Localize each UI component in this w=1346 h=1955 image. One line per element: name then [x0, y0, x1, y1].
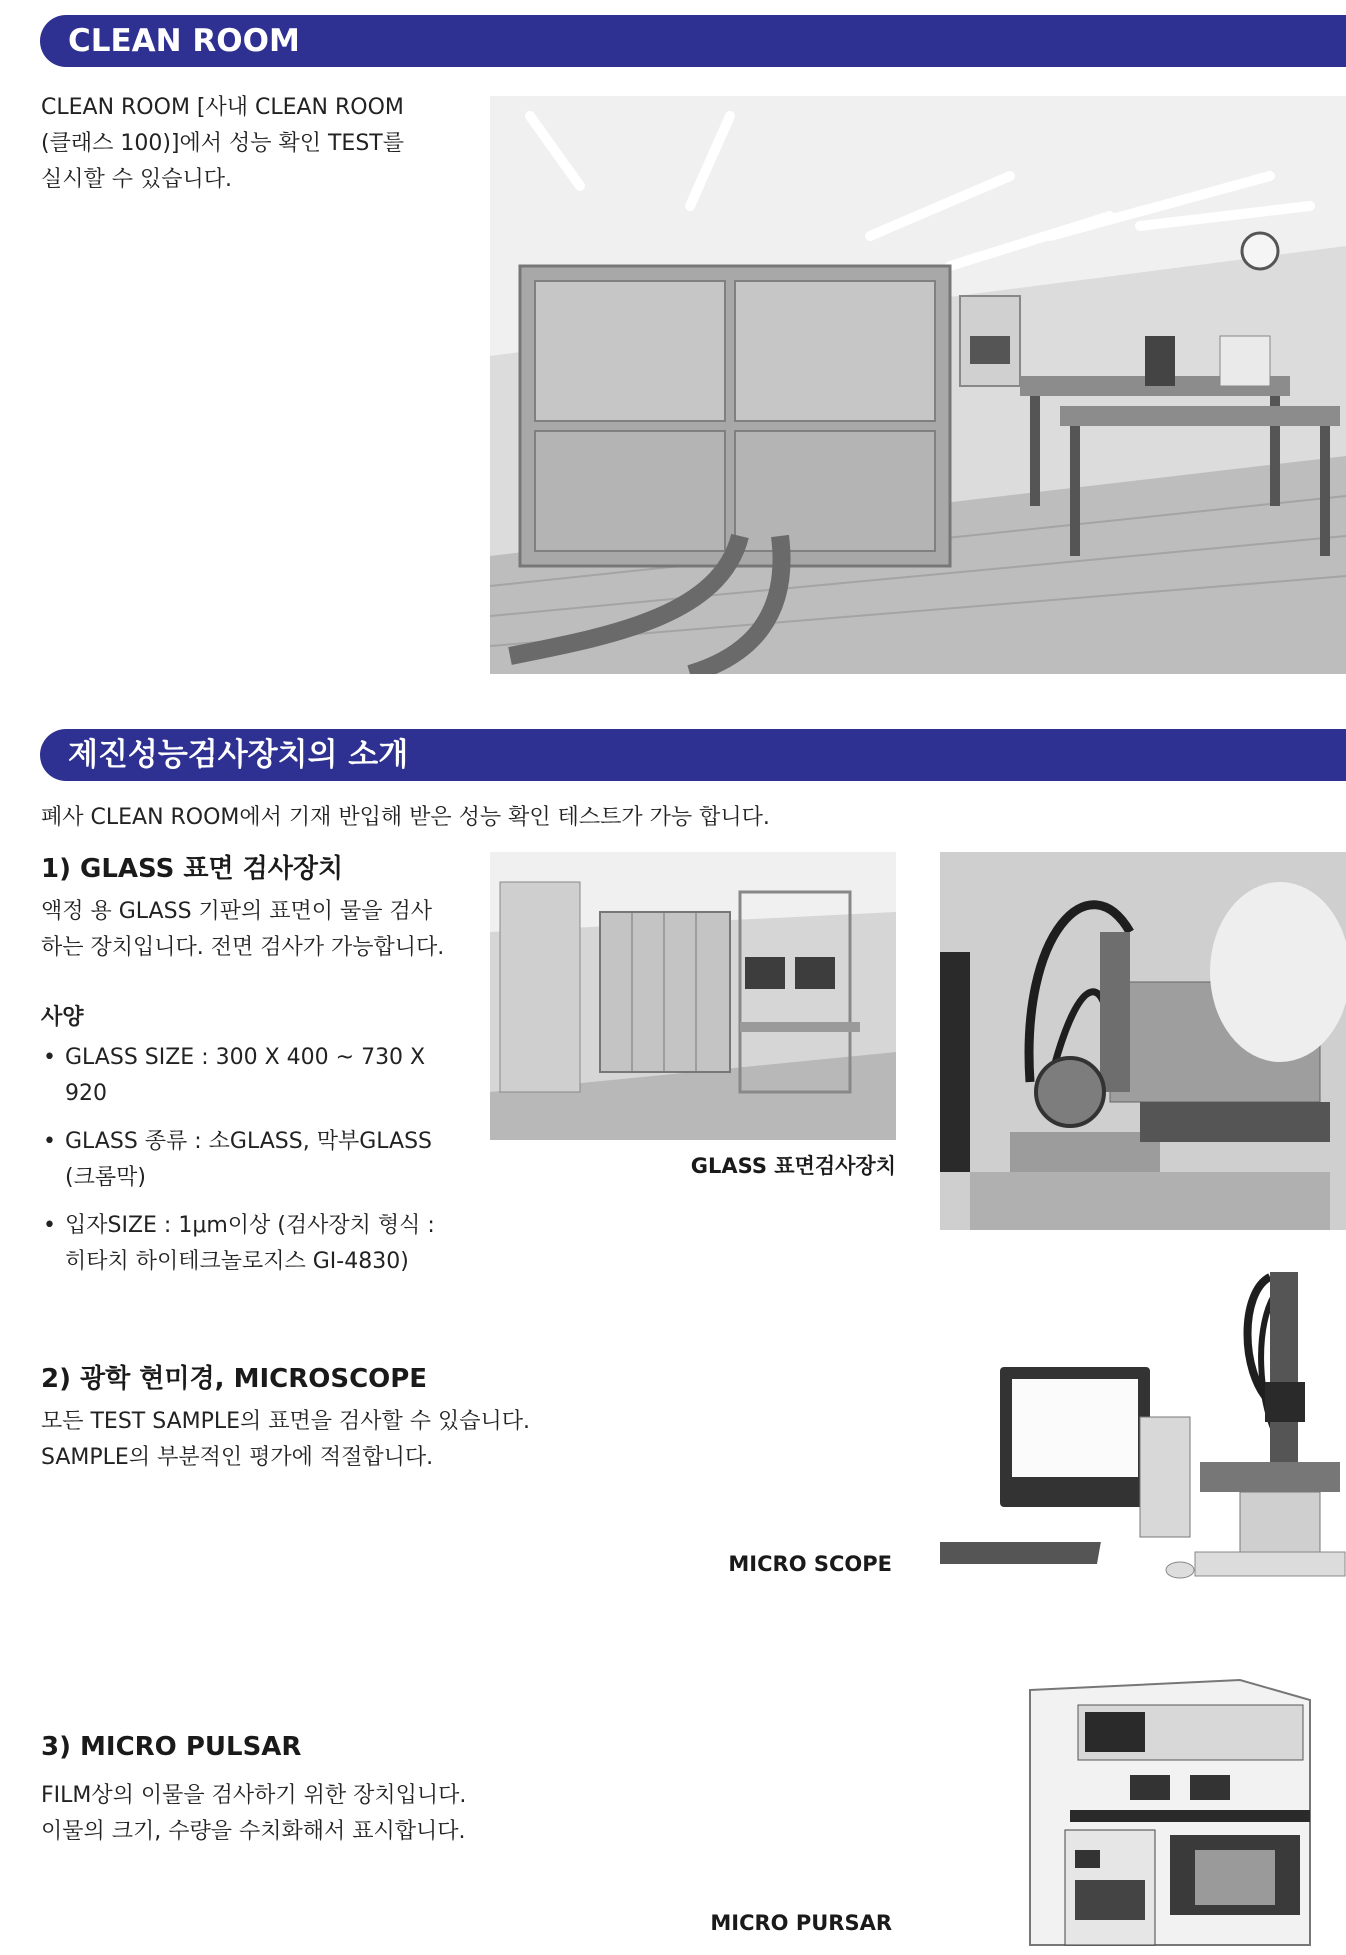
micro-pulsar-photo [1010, 1650, 1346, 1955]
spec-item [41, 1124, 461, 1196]
spec-item [41, 1040, 461, 1112]
desc-line: 하는 장치입니다. 전면 검사가 가능합니다. [41, 935, 445, 960]
desc-line: SAMPLE의 부분적인 평가에 적절합니다. [41, 1445, 434, 1470]
microscope-heading: 2) 광학 현미경, MICROSCOPE [41, 1364, 428, 1394]
desc-line: 실시할 수 있습니다. [41, 167, 232, 192]
bullet-icon: • [43, 1045, 56, 1070]
microscope-caption: MICRO SCOPE [728, 1552, 892, 1576]
glass-operator-photo [940, 852, 1346, 1230]
spec-line: GLASS SIZE : 300 X 400 ~ 730 X 920 [65, 1045, 426, 1106]
spec-label: 사양 [41, 1005, 84, 1030]
microscope-description [41, 1404, 530, 1476]
glass-heading: 1) GLASS 표면 검사장치 [41, 854, 344, 884]
clean-room-banner: CLEAN ROOM [40, 15, 1346, 67]
spec-line: 입자SIZE : 1μm이상 (검사장치 형식 : [65, 1213, 435, 1238]
bullet-icon: • [43, 1213, 56, 1238]
spec-line: GLASS 종류 : 소GLASS, 막부GLASS [65, 1129, 433, 1154]
desc-line: 액정 용 GLASS 기판의 표면이 물을 검사 [41, 899, 433, 924]
glass-inspection-photo [490, 852, 896, 1140]
intro-subtitle: 폐사 CLEAN ROOM에서 기재 반입해 받은 성능 확인 테스트가 가능 합니다. [41, 805, 770, 830]
clean-room-photo [490, 96, 1346, 674]
pulsar-description [41, 1778, 466, 1850]
desc-line: CLEAN ROOM [사내 CLEAN ROOM [41, 95, 404, 120]
desc-line: 모든 TEST SAMPLE의 표면을 검사할 수 있습니다. [41, 1409, 531, 1434]
glass-description [41, 894, 444, 966]
glass-caption: GLASS 표면검사장치 [690, 1154, 896, 1178]
desc-line: 이물의 크기, 수량을 수치화해서 표시합니다. [41, 1819, 466, 1844]
intro-banner: 제진성능검사장치의 소개 [40, 729, 1346, 781]
spec-line: (크롬막) [65, 1165, 146, 1190]
pulsar-caption: MICRO PURSAR [710, 1911, 892, 1935]
spec-line: 히타치 하이테크놀로지스 GI-4830) [65, 1249, 409, 1274]
desc-line: FILM상의 이물을 검사하기 위한 장치입니다. [41, 1783, 467, 1808]
spec-item [41, 1208, 461, 1280]
pulsar-heading: 3) MICRO PULSAR [41, 1732, 302, 1762]
spec-list [41, 1040, 461, 1292]
microscope-photo [940, 1252, 1346, 1592]
desc-line: (클래스 100)]에서 성능 확인 TEST를 [41, 131, 404, 156]
clean-room-description [41, 90, 404, 198]
bullet-icon: • [43, 1129, 56, 1154]
